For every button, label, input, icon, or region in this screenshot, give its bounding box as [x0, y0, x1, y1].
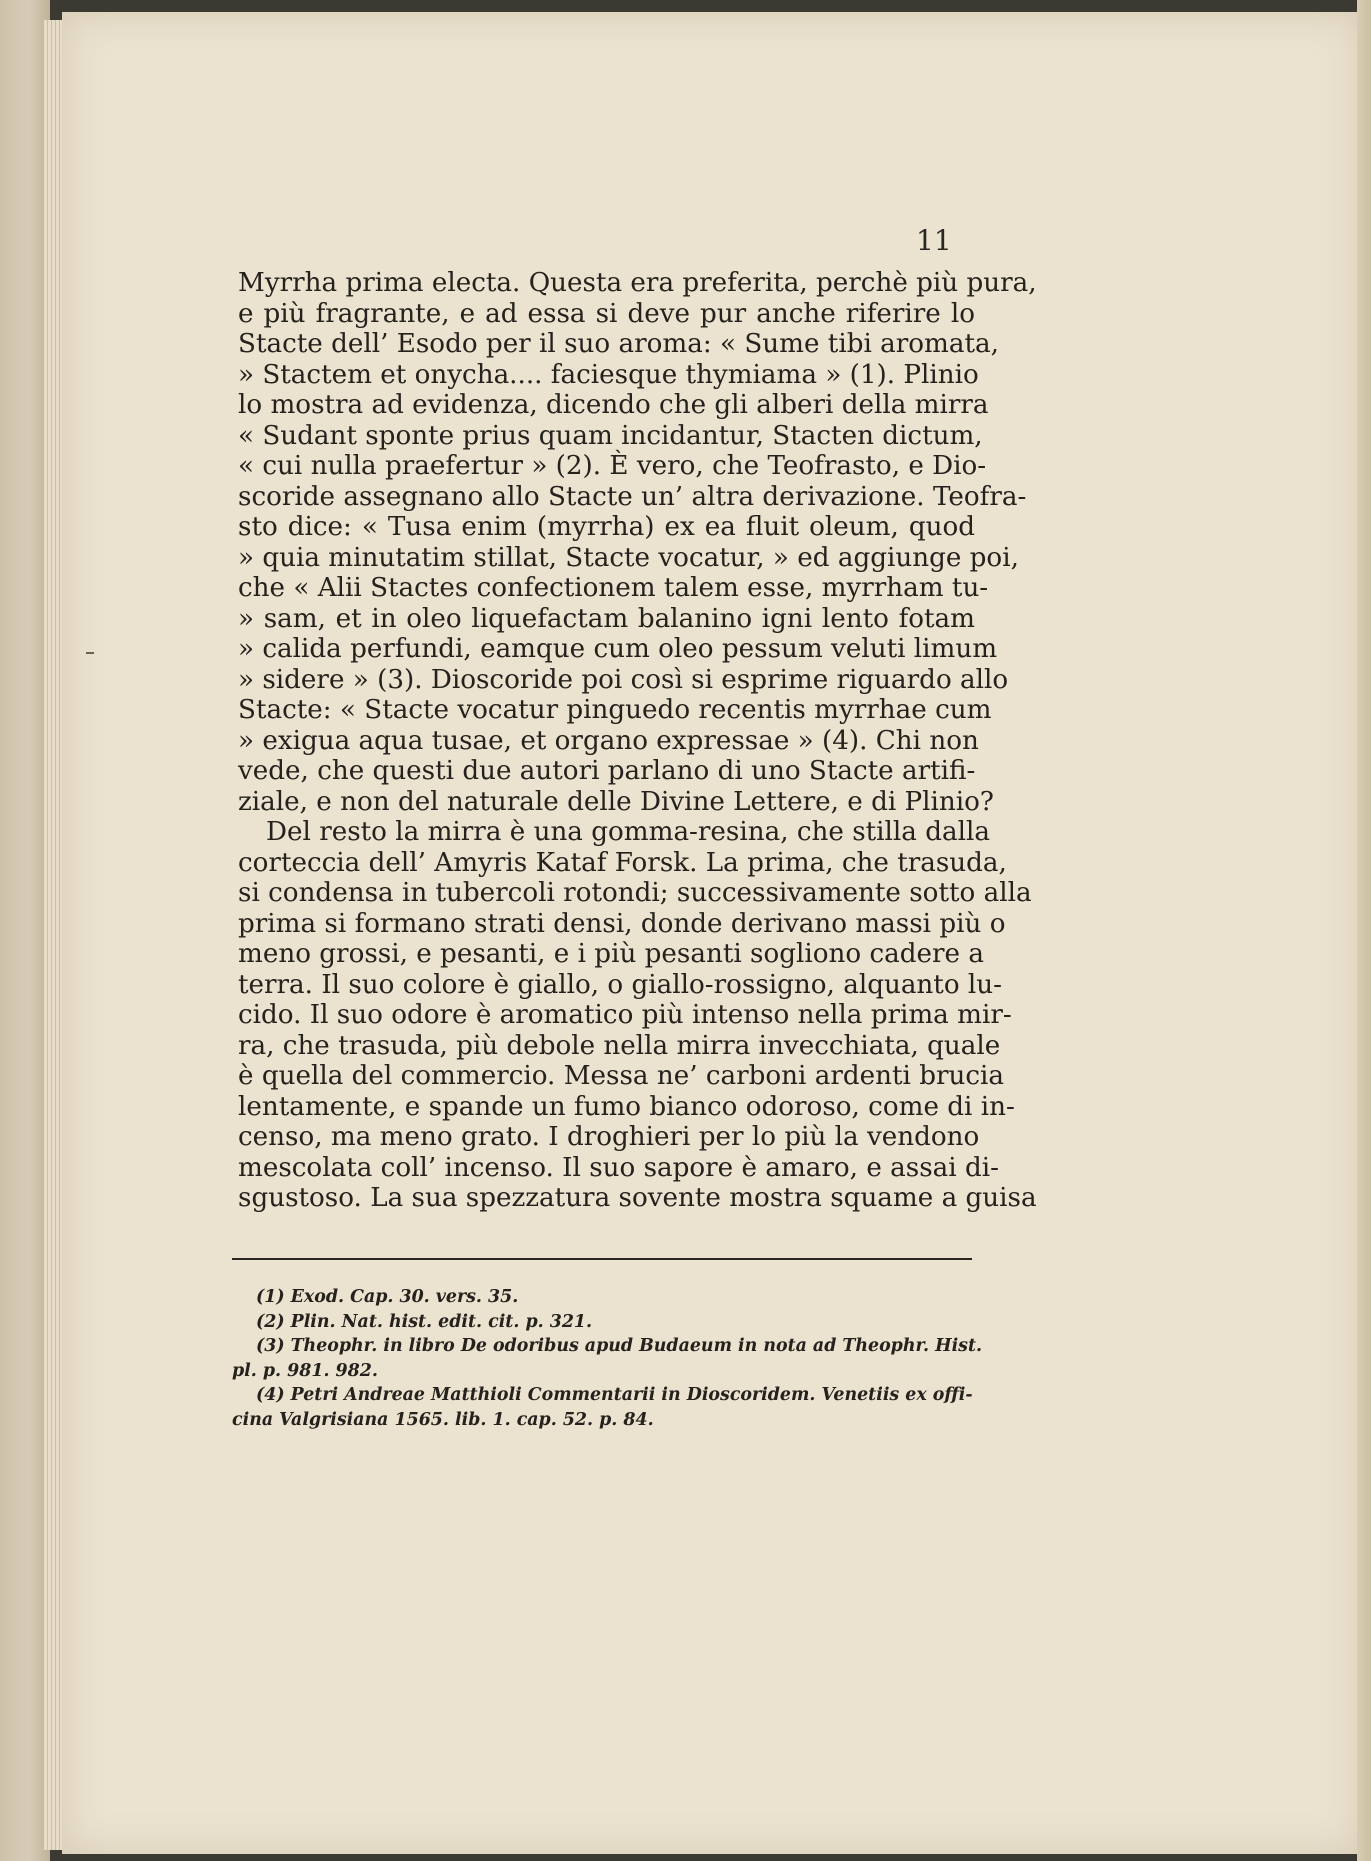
body-line: » quia minutatim stillat, Stacte vocatur, » ed aggiunge poi, — [238, 542, 1019, 573]
body-line: è quella del commercio. Messa ne’ carboni ardenti brucia — [238, 1061, 1005, 1091]
body-line: ra, che trasuda, più debole nella mirra invecchiata, quale — [238, 1030, 1001, 1061]
body-line: » Stactem et onycha.... faciesque thymiama » (1). Plinio — [238, 359, 979, 390]
body-line: Stacte: « Stacte vocatur pinguedo recentis myrrhae cum — [238, 695, 992, 725]
body-line: mescolata coll’ incenso. Il suo sapore è amaro, e assai di- — [238, 1152, 999, 1183]
body-line: lo mostra ad evidenza, dicendo che gli alberi della mirra — [238, 390, 989, 420]
footnote: cina Valgrisiana 1565. lib. 1. cap. 52. p. 84. — [232, 1409, 654, 1430]
body-line: lentamente, e spande un fumo bianco odoroso, come di in- — [238, 1091, 1015, 1122]
body-line: Myrrha prima electa. Questa era preferita, perchè più pura, — [238, 268, 1037, 298]
body-text — [238, 268, 1037, 1214]
body-line: » calida perfundi, eamque cum oleo pessum veluti limum — [238, 634, 998, 664]
body-line: censo, ma meno grato. I droghieri per lo più la vendono — [238, 1122, 980, 1152]
body-line: corteccia dell’ Amyris Kataf Forsk. La prima, che trasuda, — [238, 847, 1007, 878]
footnote: pl. p. 981. 982. — [232, 1360, 378, 1381]
previous-page-edge — [0, 0, 50, 1861]
gutter-mark — [86, 652, 94, 654]
body-line: » exigua aqua tusae, et organo expressae » (4). Chi non — [238, 725, 979, 756]
body-line: si condensa in tubercoli rotondi; successivamente sotto alla — [238, 878, 1032, 908]
body-line: Stacte dell’ Esodo per il suo aroma: « Sume tibi aromata, — [238, 329, 999, 359]
body-line: vede, che questi due autori parlano di uno Stacte artifi- — [238, 756, 976, 786]
body-line: prima si formano strati densi, donde derivano massi più o — [238, 908, 1006, 939]
body-line: sgustoso. La sua spezzatura sovente mostra squame a guisa — [238, 1183, 1037, 1213]
footnote: (1) Exod. Cap. 30. vers. 35. — [256, 1287, 519, 1307]
body-line: « Sudant sponte prius quam incidantur, Stacten dictum, — [238, 420, 983, 451]
footnotes — [232, 1285, 983, 1432]
body-line: sto dice: « Tusa enim (myrrha) ex ea fluit oleum, quod — [238, 512, 975, 542]
body-line: e più fragrante, e ad essa si deve pur anche riferire lo — [238, 298, 975, 329]
body-line: Del resto la mirra è una gomma-resina, che stilla dalla — [266, 817, 990, 847]
page-number: 11 — [916, 224, 952, 257]
footnote: (2) Plin. Nat. hist. edit. cit. p. 321. — [256, 1311, 593, 1332]
body-line: terra. Il suo colore è giallo, o giallo-rossigno, alquanto lu- — [238, 969, 1003, 1000]
body-line: meno grossi, e pesanti, e i più pesanti sogliono cadere a — [238, 939, 984, 969]
body-line: ziale, e non del naturale delle Divine Lettere, e di Plinio? — [238, 786, 994, 817]
body-line: che « Alii Stactes confectionem talem esse, myrrham tu- — [238, 573, 989, 603]
footnote: (3) Theophr. in libro De odoribus apud Budaeum in nota ad Theophr. Hist. — [256, 1336, 983, 1356]
body-line: « cui nulla praefertur » (2). È vero, che Teofrasto, e Dio- — [238, 451, 987, 481]
footnote: (4) Petri Andreae Matthioli Commentarii in Dioscoridem. Venetiis ex offi- — [256, 1385, 973, 1405]
body-line: cido. Il suo odore è aromatico più intenso nella prima mir- — [238, 1000, 1012, 1030]
body-line: » sidere » (3). Dioscoride poi così si esprime riguardo allo — [238, 664, 1009, 695]
page-right-edge — [1357, 0, 1371, 1861]
body-line: scoride assegnano allo Stacte un’ altra derivazione. Teofra- — [238, 481, 1027, 512]
body-line: » sam, et in oleo liquefactam balanino igni lento fotam — [238, 603, 975, 634]
footnote-rule — [232, 1258, 972, 1260]
